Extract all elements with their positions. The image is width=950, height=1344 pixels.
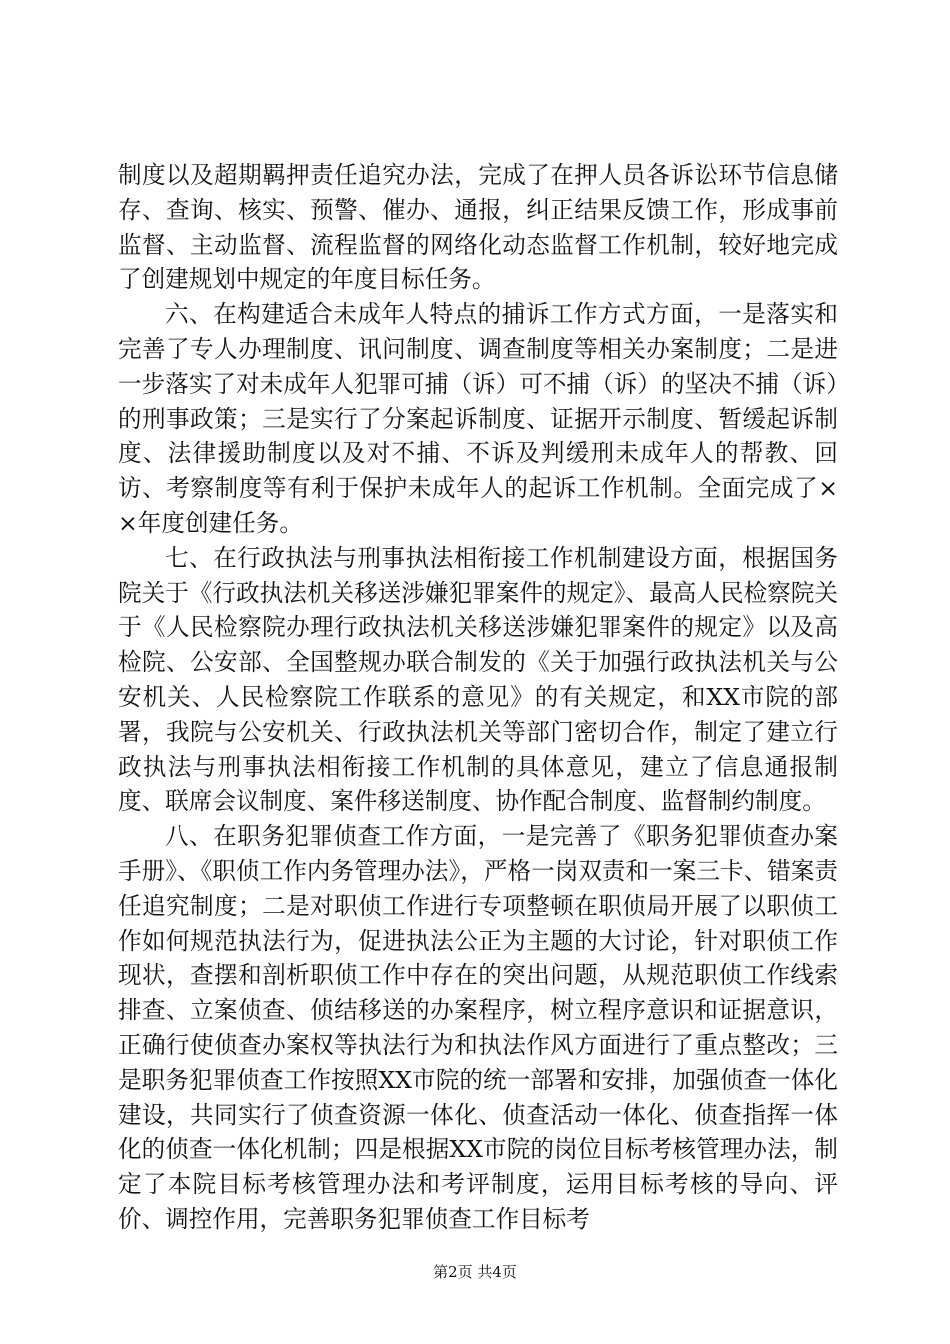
page-number-footer: 第2页 共4页 <box>433 1263 517 1281</box>
paragraph-section-six: 六、在构建适合未成年人特点的捕诉工作方式方面，一是落实和完善了专人办理制度、讯问制度、调查制度等相关办案制度；二是进一步落实了对未成年人犯罪可捕（诉）可不捕（诉）的坚决不捕（诉）的刑事政策；三是实行了分案起诉制度、证据开示制度、暂缓起诉制度、法律援助制度以及对不捕、不诉及判缓刑未成年人的帮教、回访、考察制度等有利于保护未成年人的起诉工作机制。全面完成了××年度创建任务。 <box>118 300 838 537</box>
paragraph-section-eight: 八、在职务犯罪侦查工作方面，一是完善了《职务犯罪侦查办案手册》、《职侦工作内务管理办法》，严格一岗双责和一案三卡、错案责任追究制度；二是对职侦工作进行专项整顿在职侦局开展了以职侦工作如何规范执法行为，促进执法公正为主题的大讨论，针对职侦工作现状，查摆和剖析职侦工作中存在的突出问题，从规范职侦工作线索排查、立案侦查、侦结移送的办案程序，树立程序意识和证据意识，正确行使侦查办案权等执法行为和执法作风方面进行了重点整改；三是职务犯罪侦查工作按照XX市院的统一部署和安排，加强侦查一体化建设，共同实行了侦查资源一体化、侦查活动一体化、侦查指挥一体化的侦查一体化机制；四是根据XX市院的岗位目标考核管理办法，制定了本院目标考核管理办法和考评制度，运用目标考核的导向、评价、调控作用，完善职务犯罪侦查工作目标考 <box>118 822 838 1233</box>
document-body <box>118 158 838 1237</box>
paragraph-continuation: 制度以及超期羁押责任追究办法，完成了在押人员各诉讼环节信息储存、查询、核实、预警、催办、通报，纠正结果反馈工作，形成事前监督、主动监督、流程监督的网络化动态监督工作机制，较好地完成了创建规划中规定的年度目标任务。 <box>118 161 838 294</box>
paragraph-section-seven: 七、在行政执法与刑事执法相衔接工作机制建设方面，根据国务院关于《行政执法机关移送涉嫌犯罪案件的规定》、最高人民检察院关于《人民检察院办理行政执法机关移送涉嫌犯罪案件的规定》以及高检院、公安部、全国整规办联合制发的《关于加强行政执法机关与公安机关、人民检察院工作联系的意见》的有关规定，和XX市院的部署，我院与公安机关、行政执法机关等部门密切合作，制定了建立行政执法与刑事执法相衔接工作机制的具体意见，建立了信息通报制度、联席会议制度、案件移送制度、协作配合制度、监督制约制度。 <box>118 543 838 816</box>
